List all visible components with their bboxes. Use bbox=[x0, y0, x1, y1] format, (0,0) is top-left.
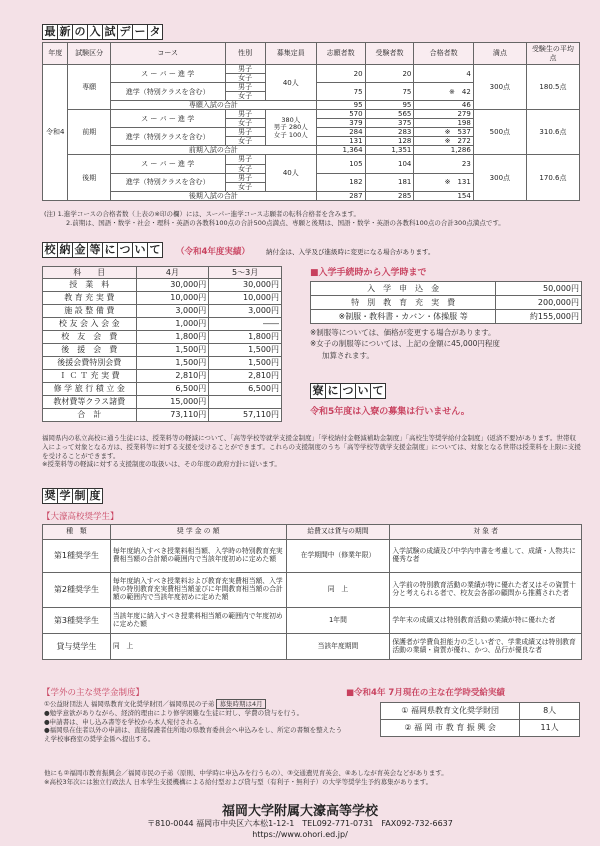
fee-item: 校 友 会 入 会 金 bbox=[43, 318, 137, 331]
recipient-org: ① 福岡県教育文化奨学財団 bbox=[381, 703, 520, 720]
school-url: https://www.ohori.ed.jp/ bbox=[252, 830, 348, 839]
admit-row bbox=[311, 310, 582, 324]
scholarship-amount: 毎年度納入すべき授業料および教育充実費相当額、入学時の特別教育充実費相当額並びに年間教育相当額の合計額の範囲内で当該年度初めに定めた額 bbox=[110, 573, 286, 608]
fee-row bbox=[43, 383, 282, 396]
title-char: 最 bbox=[42, 24, 58, 40]
fee-item: 施 設 整 備 費 bbox=[43, 305, 137, 318]
scholarship-type: 貸与奨学生 bbox=[43, 634, 111, 660]
scholarship-row bbox=[43, 540, 582, 573]
fee-april: 1,000円 bbox=[136, 318, 209, 331]
fee-item: 後 援 会 費 bbox=[43, 344, 137, 357]
admit-item: 入 学 申 込 金 bbox=[311, 282, 496, 296]
recipient-count: 11人 bbox=[520, 720, 580, 737]
fee-may-march: 30,000円 bbox=[209, 279, 282, 292]
current-recipients-title: ■令和4年 7月現在の主な在学時受給実績 bbox=[346, 688, 505, 698]
scholarship-amount: 当該年度に納入すべき授業料相当額の範囲内で年度初めに定めた額 bbox=[110, 608, 286, 634]
title-char: 新 bbox=[57, 24, 73, 40]
title-char: ー bbox=[132, 24, 148, 40]
fee-year-note: （令和4年度実績） bbox=[176, 247, 250, 257]
dorm-text: 令和5年度は入寮の募集は行いません。 bbox=[310, 407, 470, 417]
title-char: 納 bbox=[57, 242, 73, 258]
admit-row bbox=[311, 282, 582, 296]
recipient-org: ② 福 岡 市 教 育 振 興 会 bbox=[381, 720, 520, 737]
admit-amount: 50,000円 bbox=[496, 282, 582, 296]
section-title-fees bbox=[42, 242, 162, 258]
external-scholarship-others: 他にも②福岡市教育振興会／福岡市民の子弟（原則、中学時に申込みを行うもの）、③交通遺児育英会、④あしなが育英会などがあります。 ※高校3年次には独立行政法人 日本学生支援機構による給付型および貸与型（有利子・無利子）の大学等奨学生予約募集があります。 bbox=[44, 769, 448, 786]
title-char: に bbox=[102, 242, 118, 258]
fee-item: 校 友 会 費 bbox=[43, 331, 137, 344]
fee-may-march: 1,500円 bbox=[209, 357, 282, 370]
admit-amount: 約155,000円 bbox=[496, 310, 582, 324]
admit-item: ※制服・教科書・カバン・体操服 等 bbox=[311, 310, 496, 324]
fee-change-note: 納付金は、入学及び進級時に変更になる場合があります。 bbox=[266, 248, 435, 256]
scholarship-amount: 毎年度納入すべき授業料相当額、入学時の特別教育充実費相当額の合計額の範囲内で当該年度初めに定めた額 bbox=[110, 540, 286, 573]
fee-may-march bbox=[209, 396, 282, 409]
scholarship-period: 当該年度期間 bbox=[286, 634, 390, 660]
fee-april: 10,000円 bbox=[136, 292, 209, 305]
title-char: 入 bbox=[87, 24, 103, 40]
fee-row bbox=[43, 357, 282, 370]
fee-april: 15,000円 bbox=[136, 396, 209, 409]
fee-row bbox=[43, 344, 282, 357]
admit-amount: 200,000円 bbox=[496, 296, 582, 310]
fee-item: Ｉ Ｃ Ｔ 充 実 費 bbox=[43, 370, 137, 383]
fee-april: 1,800円 bbox=[136, 331, 209, 344]
title-char: 寮 bbox=[310, 383, 326, 399]
title-char: つ bbox=[340, 383, 356, 399]
scholarship-target: 入学前の特別教育活動の業績が特に優れた者又はその資質十分と考えられる者で、校友会各部の顧問から推薦された者 bbox=[390, 573, 582, 608]
uniform-notes: ※制服等については、価格が変更する場合があります。 ※女子の制服等については、上記の金額に45,000円程度 加算されます。 bbox=[310, 328, 500, 360]
title-char: 度 bbox=[87, 488, 103, 504]
title-char: 等 bbox=[87, 242, 103, 258]
title-char: 校 bbox=[42, 242, 58, 258]
fee-table: 科 目 4月 5〜3月 授 業 料 30,000円 30,000円 教 育 充 実 費 10,000円 10,000円 施 設 整 備 費 3,000円 3,000円 校 友 会 入 会 金 1,000円 ―― 校 友 会 費 1,800円 1,800円 後 援 会 費 1,500円 1,500円 後援会費特別会費 1,500円 1,500円 Ｉ Ｃ Ｔ 充 実 費 2,810円 2,810円 修 学 旅 行 積 立 金 6,500円 6,500円 教材費等クラス諸費 15,000円 合 計 73,110円 57,110円 bbox=[42, 266, 282, 422]
fee-row bbox=[43, 279, 282, 292]
school-address: 〒810-0044 福岡市中央区六本松1-12-1 TEL092-771-0731 FAX092-732-6637 bbox=[147, 819, 453, 828]
scholarship-table: 種 類 奨 学 金 の 額 給費又は貸与の期間 対 象 者 第1種奨学生 毎年度納入すべき授業料相当額、入学時の特別教育充実費相当額の合計額の範囲内で当該年度初めに定めた額 在学期間中（修業年限） 入学試験の成績及び中学内申書を考慮して、成績・人物共に優秀な者 第2種奨学生 毎年度納入すべき授業料および教育充実費相当額、入学時の特別教育充実費相当額並びに年間教育相当額の合計額の範囲内で当該年度初めに定めた額 同 上 入学前の特別教育活動の業績が特に優れた者又はその資質十分と考えられる者で、校友会各部の顧問から推薦された者 第3種奨学生 当該年度に納入すべき授業料相当額の範囲内で年度初めに定めた額 1年間 学年末の成績又は特別教育活動の業績が特に優れた者 貸与奨学生 同 上 当該年度期間 保護者が学費負担能力の乏しい者で、学業成績又は特別教育活動の業績・資質が優れ、かつ、品行が優良な者 bbox=[42, 524, 582, 660]
title-char: タ bbox=[147, 24, 163, 40]
scholarship-type: 第3種奨学生 bbox=[43, 608, 111, 634]
external-scholarship-title: 【学外の主な奨学金制度】 bbox=[42, 688, 145, 698]
fee-may-march: 3,000円 bbox=[209, 305, 282, 318]
fee-row bbox=[43, 331, 282, 344]
fee-april: 2,810円 bbox=[136, 370, 209, 383]
external-line: ●福岡県在住者以外の申請は、直接保護者住所地の県教育委員会へ申込みをし、所定の書類を整えたうえ学校事務室の奨学金係へ提出する。 bbox=[44, 726, 343, 744]
external-scholarship-info: ①公益財団法人 福岡県教育文化奨学財団／福岡県民の子弟 募集時期は4月 ●勉学意欲がありながら、経済的理由により修学困難な生徒に対し、学費の貸与を行う。 ●申請書は、申し込み書等を学校から本人宛付される。 ●福岡県在住者以外の申請は、直接保護者住所地の県教育委員会へ申込みをし、所定の書類を整えたうえ学校事務室の奨学金係へ提出する。 bbox=[44, 700, 343, 744]
fee-may-march: 1,800円 bbox=[209, 331, 282, 344]
scholarship-amount: 同 上 bbox=[110, 634, 286, 660]
title-char: デ bbox=[117, 24, 133, 40]
fee-row bbox=[43, 396, 282, 409]
recipient-row bbox=[381, 720, 580, 737]
admission-notes: (注) 1.進学コースの合格者数（上表の※印の欄）には、スーパー進学コース志願者の転科合格者を含みます。 2.前期は、国語・数学・社会・理科・英語の各教科100点の合計500点満点、専願と後期は、国語・数学・英語の各教科100点の合計300点満点です。 bbox=[44, 210, 505, 227]
scholarship-target: 学年末の成績又は特別教育活動の業績が特に優れた者 bbox=[390, 608, 582, 634]
external-line: ●勉学意欲がありながら、経済的理由により修学困難な生徒に対し、学費の貸与を行う。 bbox=[44, 708, 304, 717]
title-char: つ bbox=[117, 242, 133, 258]
fee-may-march: 10,000円 bbox=[209, 292, 282, 305]
fee-row bbox=[43, 318, 282, 331]
fee-item: 教 育 充 実 費 bbox=[43, 292, 137, 305]
recipient-count: 8人 bbox=[520, 703, 580, 720]
support-system-note: 福岡県内の私立高校に通う生徒には、授業料等の軽減について、「高等学校等就学支援金制度」「学校納付金軽減補助金制度」「高校生等奨学給付金制度」(返済不要)があります。世帯収入によって対象となる方は、授業料等に対する支援を受けることができます。これらの支援制度のうち「高等学校等就学支援金制度」については、対象となる世帯は授業料を上限に支援を受けることができます。 ※授業料等の軽減に対する支援制度の取扱いは、その年度の政府方針に従います。 bbox=[42, 434, 581, 469]
fee-may-march: 6,500円 bbox=[209, 383, 282, 396]
fee-may-march: ―― bbox=[209, 318, 282, 331]
fee-row bbox=[43, 370, 282, 383]
scholarship-period: 1年間 bbox=[286, 608, 390, 634]
fee-item: 授 業 料 bbox=[43, 279, 137, 292]
fee-april: 30,000円 bbox=[136, 279, 209, 292]
title-char: 試 bbox=[102, 24, 118, 40]
fee-may-march: 2,810円 bbox=[209, 370, 282, 383]
title-char: 奨 bbox=[42, 488, 58, 504]
scholarship-row bbox=[43, 634, 582, 660]
external-line: ●申請書は、申し込み書等を学校から本人宛付される。 bbox=[44, 717, 206, 726]
title-char: 制 bbox=[72, 488, 88, 504]
title-char: て bbox=[370, 383, 386, 399]
scholarship-row bbox=[43, 608, 582, 634]
section-title-latest-data bbox=[42, 24, 162, 40]
fee-item: 教材費等クラス諸費 bbox=[43, 396, 137, 409]
fee-april: 3,000円 bbox=[136, 305, 209, 318]
scholarship-period: 同 上 bbox=[286, 573, 390, 608]
fee-may-march: 1,500円 bbox=[209, 344, 282, 357]
section-title-dorm bbox=[310, 383, 385, 399]
scholarship-type: 第2種奨学生 bbox=[43, 573, 111, 608]
recipient-row bbox=[381, 703, 580, 720]
section-title-scholarship bbox=[42, 488, 102, 504]
title-char: に bbox=[325, 383, 341, 399]
fee-row bbox=[43, 292, 282, 305]
fee-april: 1,500円 bbox=[136, 344, 209, 357]
admission-fee-table bbox=[310, 281, 582, 324]
admission-fee-title: ■入学手続時から入学時まで bbox=[310, 268, 427, 278]
title-char: 学 bbox=[57, 488, 73, 504]
scholarship-target: 入学試験の成績及び中学内申書を考慮して、成績・人物共に優秀な者 bbox=[390, 540, 582, 573]
scholarship-period: 在学期間中（修業年限） bbox=[286, 540, 390, 573]
fee-april: 6,500円 bbox=[136, 383, 209, 396]
school-name: 福岡大学附属大濠高等学校 bbox=[221, 804, 378, 819]
title-char: て bbox=[147, 242, 163, 258]
scholarship-row bbox=[43, 573, 582, 608]
title-char: い bbox=[132, 242, 148, 258]
scholarship-target: 保護者が学費負担能力の乏しい者で、学業成績又は特別教育活動の業績・資質が優れ、かつ、品行が優良な者 bbox=[390, 634, 582, 660]
fee-april: 1,500円 bbox=[136, 357, 209, 370]
fee-row bbox=[43, 305, 282, 318]
admit-item: 特 別 教 育 充 実 費 bbox=[311, 296, 496, 310]
ohori-scholarship-title: 【大濠高校奨学生】 bbox=[42, 512, 119, 522]
current-recipients-table bbox=[380, 702, 580, 737]
admission-data-table: 年度 試験区分 コース 性別 募集定員 志願者数 受験者数 合格者数 満点 受験生の平均点 令和4 専願 ス ー パ ー 進 学 男子 40人 20 20 4 300点 180.5点 女子 進学（特別クラスを含む） 男子 75 75 ※ 42 女子 専願入試の合計 95 95 46 前期 ス ー パ ー 進 学 男子 380人 男子 280人 女子 100人 570 565 279 500点 310.6点 女子 379 375 198 進学（特別クラスを含む） 男子 284 283 ※ 537 女子 131 128 ※ 272 前期入試の合計 1,364 1,351 1,286 後期 ス ー パ ー 進 学 男子 40人 105 104 23 300点 170.6点 女子 進学（特別クラスを含む） 男子 182 181 ※ 131 女子 後期入試の合計 287 285 154 bbox=[42, 42, 580, 201]
scholarship-type: 第1種奨学生 bbox=[43, 540, 111, 573]
title-char: い bbox=[355, 383, 371, 399]
fee-item: 修 学 旅 行 積 立 金 bbox=[43, 383, 137, 396]
fee-item: 後援会費特別会費 bbox=[43, 357, 137, 370]
title-char: 金 bbox=[72, 242, 88, 258]
admit-row bbox=[311, 296, 582, 310]
title-char: の bbox=[72, 24, 88, 40]
